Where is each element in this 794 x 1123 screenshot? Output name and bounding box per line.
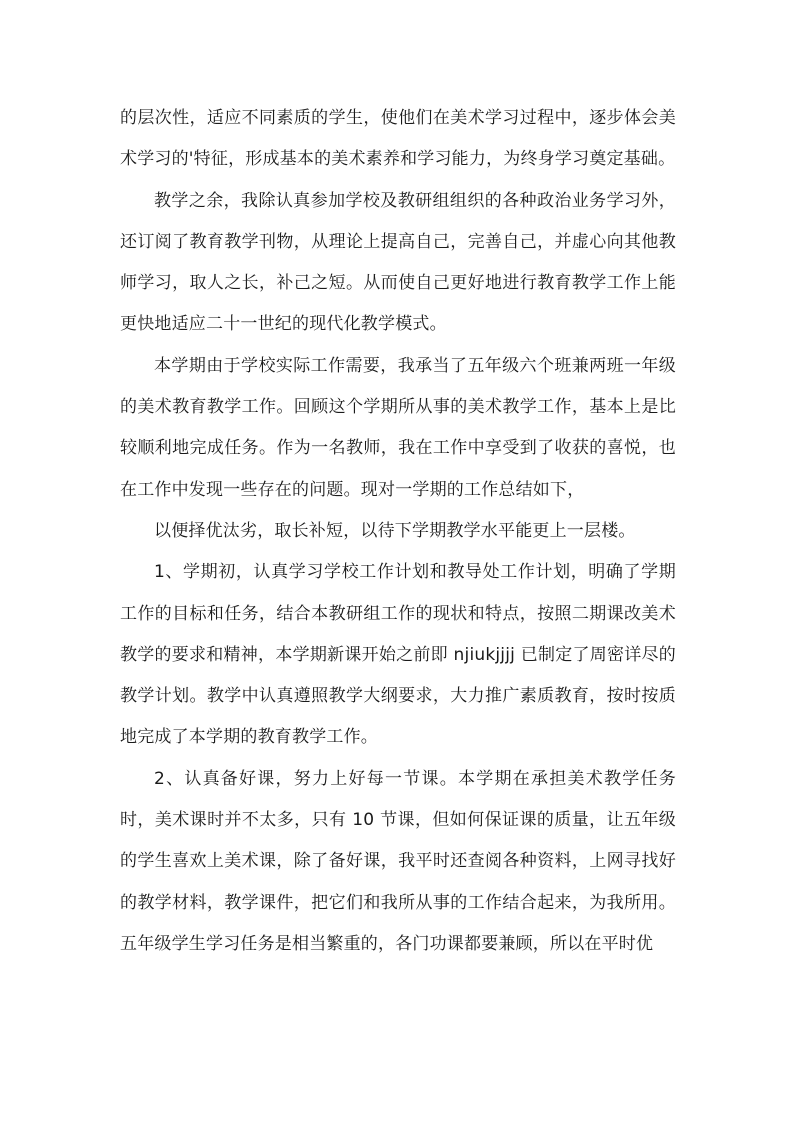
paragraph-item-1: 1、学期初，认真学习学校工作计划和教导处工作计划，明确了学期工作的目标和任务，结合本教研组工作的现状和特点，按照二期课改美术教学的要求和精神，本学期新课开始之前即 njiukjjjj 已制定了周密详尽的教学计划。教学中认真遵照教学大纲要求，大力推广素质教育，按时按质地完成了本学期的教育教学工作。 [120, 562, 676, 748]
paragraph-study: 教学之余，我除认真参加学校及教研组组织的各种政治业务学习外，还订阅了教育教学刊物，从理论上提高自己，完善自己，并虚心向其他教师学习，取人之长，补己之短。从而使自己更好地进行教育教学工作上能更快地适应二十一世纪的现代化教学模式。 [120, 190, 676, 335]
document-page [120, 98, 676, 965]
paragraph-continued: 的层次性，适应不同素质的学生，使他们在美术学习过程中，逐步体会美术学习的'特征，形成基本的美术素养和学习能力，为终身学习奠定基础。 [120, 108, 676, 170]
paragraph-item-2: 2、认真备好课，努力上好每一节课。本学期在承担美术教学任务时，美术课时并不太多，只有 10 节课，但如何保证课的质量，让五年级的学生喜欢上美术课，除了备好课，我平时还查阅各种资料，上网寻找好的教学材料，教学课件，把它们和我所从事的工作结合起来，为我所用。五年级学生学习任务是相当繁重的，各门功课都要兼顾，所以在平时优 [120, 768, 676, 954]
paragraph-semester-intro: 本学期由于学校实际工作需要，我承当了五年级六个班兼两班一年级的美术教育教学工作。回顾这个学期所从事的美术教学工作，基本上是比较顺利地完成任务。作为一名教师，我在工作中享受到了收获的喜悦，也在工作中发现一些存在的问题。现对一学期的工作总结如下， [120, 355, 676, 500]
paragraph-improvement: 以便择优汰劣，取长补短，以待下学期教学水平能更上一层楼。 [154, 520, 636, 541]
